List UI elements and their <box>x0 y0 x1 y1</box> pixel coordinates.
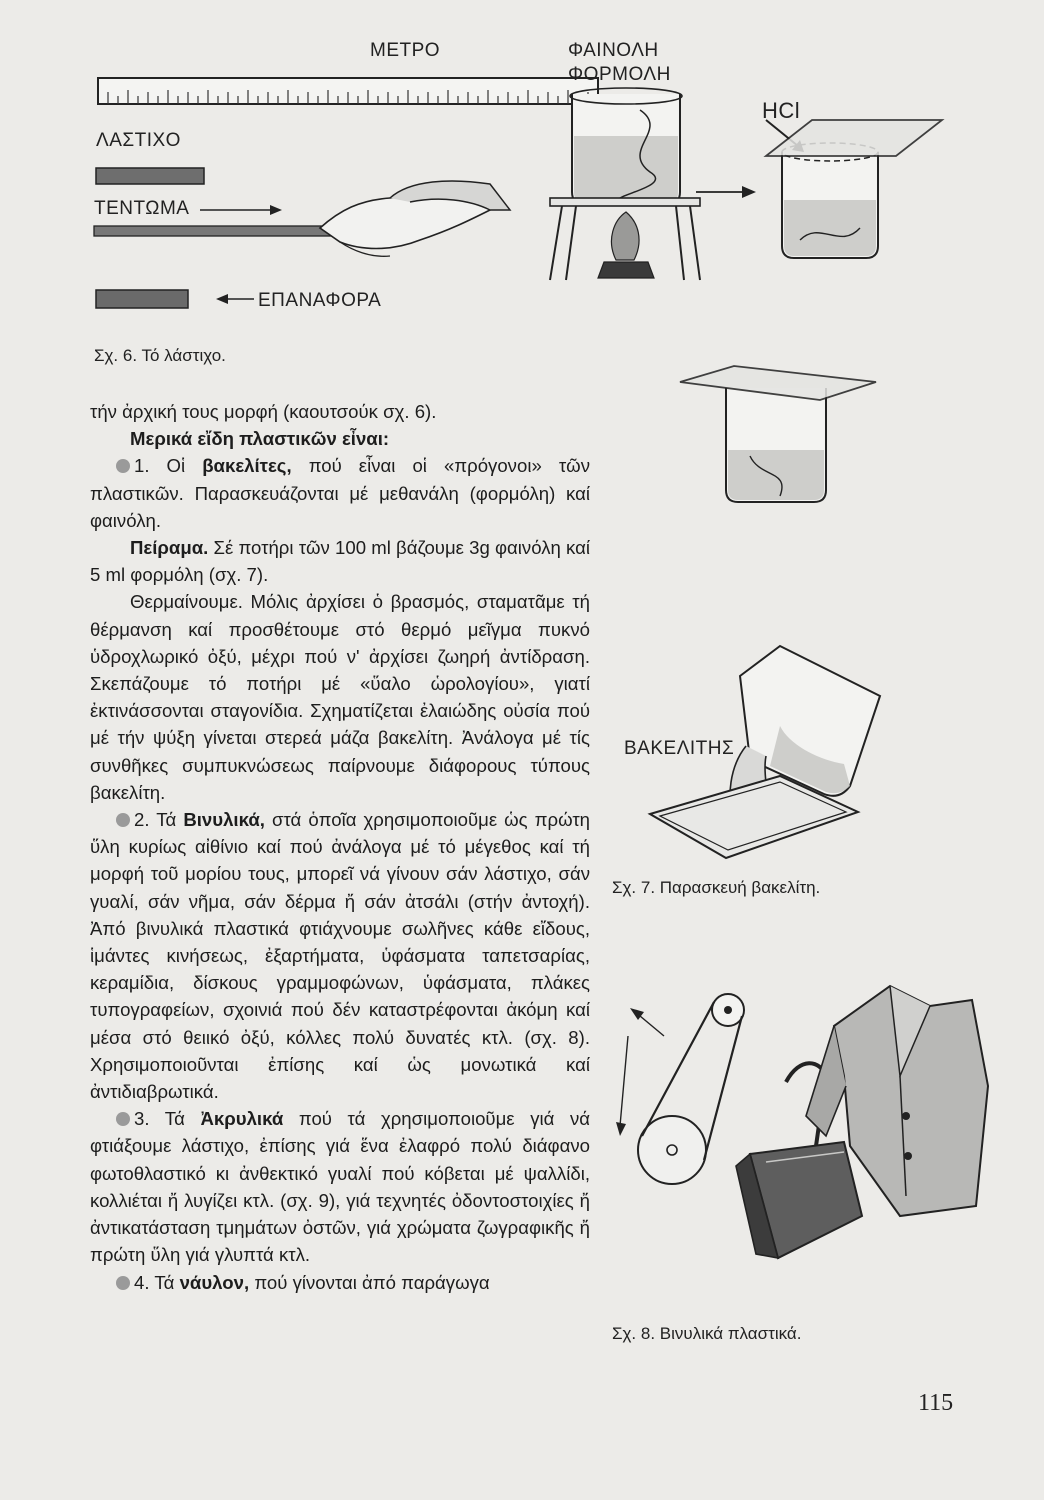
page-number: 115 <box>918 1390 954 1416</box>
term-acrylics: Ἀκρυλικά <box>200 1108 284 1130</box>
figure-6-caption: Σχ. 6. Τό λάστιχο. <box>94 346 226 365</box>
term-nylons: νάυλον, <box>179 1271 250 1293</box>
covered-beaker-illustration <box>670 360 890 530</box>
main-text-column <box>90 398 590 1296</box>
label-hcl: HCl <box>762 98 801 123</box>
section-heading: Μερικά εἴδη πλαστικῶν εἶναι: <box>130 428 390 450</box>
figure-8-caption: Σχ. 8. Βινυλικά πλαστικά. <box>612 1324 802 1343</box>
list-item-nylons: 4. Τά νάυλον, πού γίνονται ἀπό παράγωγα <box>90 1269 590 1296</box>
figure-7-caption: Σχ. 7. Παρασκευή βακελίτη. <box>612 878 821 897</box>
label-metro: ΜΕΤΡΟ <box>370 40 441 61</box>
label-bakelitis: ΒΑΚΕΛΙΤΗΣ <box>624 738 735 759</box>
label-tentoma: ΤΕΝΤΩΜΑ <box>94 198 190 219</box>
experiment-label: Πείραμα. <box>130 537 209 559</box>
list-item-bakelites: 1. Οἱ βακελίτες, πού εἶναι οἱ «πρόγονοι» τῶν πλαστικῶν. Παρασκευάζονται μέ μεθανάλη (φορμόλη) καί φαινόλη. <box>90 455 590 531</box>
list-item-acrylics: 3. Τά Ἀκρυλικά πού τά χρησιμοποιοῦμε γιά νά φτιάξουμε λάστιχο, ἐπίσης γιά ἕνα ἐλαφρό πολύ διάφανο φωτοθλαστικό κι ἀνθεκτικό γυαλί πού κόβεται μέ ψαλλίδι, κολλιέται ἤ λυγίζει κτλ. (σχ. 9), γιά τεχνητές ὀδοντοστοιχίες ἤ ἀντικατάσταση τμημάτων ὀστῶν, γιά χρώματα ζωγραφικῆς ἤ πρώτη ὕλη γιά γλυπτά κτλ. <box>90 1108 591 1266</box>
bullet-icon <box>116 813 130 827</box>
list-item-vinyls: 2. Τά Βινυλικά, στά ὁποῖα χρησιμοποιοῦμε ὡς πρώτη ὕλη κυρίως αἰθίνιο καί πού ἀνάλογα μέ τό μέγεθος καί τή μορφή τοῦ μορίου τους, μπορεῖ νά γίνουν σάν λάστιχο, σάν γυαλί, σάν νῆμα, σάν δέρμα ἤ σάν ἀτσάλι (στήν ἀντοχή). Ἀπό βινυλικά πλαστικά φτιάχνουμε σωλῆνες κάθε εἴδους, ἱμάντες κινήσεως, ἐξαρτήματα, ὑφάσματα ταπετσαρίας, κεραμίδια, δίσκους γραμμοφώνων, ὑφάσματα, πλάκες τυπογραφείων, σχοινιά πού δέν καταστρέφονται ἀκόμη καί μέσα στό θειικό ὀξύ, κόλλες πολύ δυνατές κτλ. (σχ. 8). Χρησιμοποιοῦνται ἐπίσης καί ὡς μονωτικά καί ἀντιδιαβρωτικά. <box>90 809 591 1103</box>
term-vinyls: Βινυλικά, <box>183 809 265 831</box>
label-lastixo: ΛΑΣΤΙΧΟ <box>96 130 181 151</box>
term-bakelites: βακελίτες, <box>202 455 292 477</box>
vinyl-plastics-illustration <box>600 966 990 1296</box>
bullet-icon <box>116 459 130 473</box>
label-epanafora: ΕΠΑΝΑΦΟΡΑ <box>258 290 382 311</box>
pouring-bakelite-illustration <box>630 636 910 866</box>
heating-paragraph: Θερμαίνουμε. Μόλις ἀρχίσει ὁ βρασμός, σταματᾶμε τή θέρμανση καί προσθέτουμε στό θερμό μεῖγμα πυκνό ὑδροχλωρικό ὀξύ, μέχρι πού ν' ἀρχίσει ζωηρή ἀντίδραση. Σκεπάζουμε τό ποτήρι μέ «ὕαλο ὡρολογίου», γιατί ἐκτινάσσονται σταγονίδια. Σχηματίζεται ἐλαιώδης οὐσία πού μέ τήν ψύξη γίνεται στερεά μάζα βακελίτη. Ἀνάλογα μέ τίς συνθῆκες συμπυκνώσεως παίρνουμε διάφορους τύπους βακελίτη. <box>90 591 590 803</box>
stretching-illustration <box>90 170 530 290</box>
bullet-icon <box>116 1276 130 1290</box>
experiment-paragraph: Πείραμα. Σέ ποτήρι τῶν 100 ml βάζουμε 3g φαινόλη καί 5 ml φορμόλη (σχ. 7). <box>90 537 590 586</box>
paragraph-continuation: τήν ἀρχική τους μορφή (καουτσούκ σχ. 6). <box>90 401 437 422</box>
label-formoli: ΦΟΡΜΟΛΗ <box>568 64 671 85</box>
label-fainoli: ΦΑΙΝΟΛΗ <box>568 40 659 61</box>
bullet-icon <box>116 1112 130 1126</box>
heating-apparatus-illustration <box>520 80 960 370</box>
